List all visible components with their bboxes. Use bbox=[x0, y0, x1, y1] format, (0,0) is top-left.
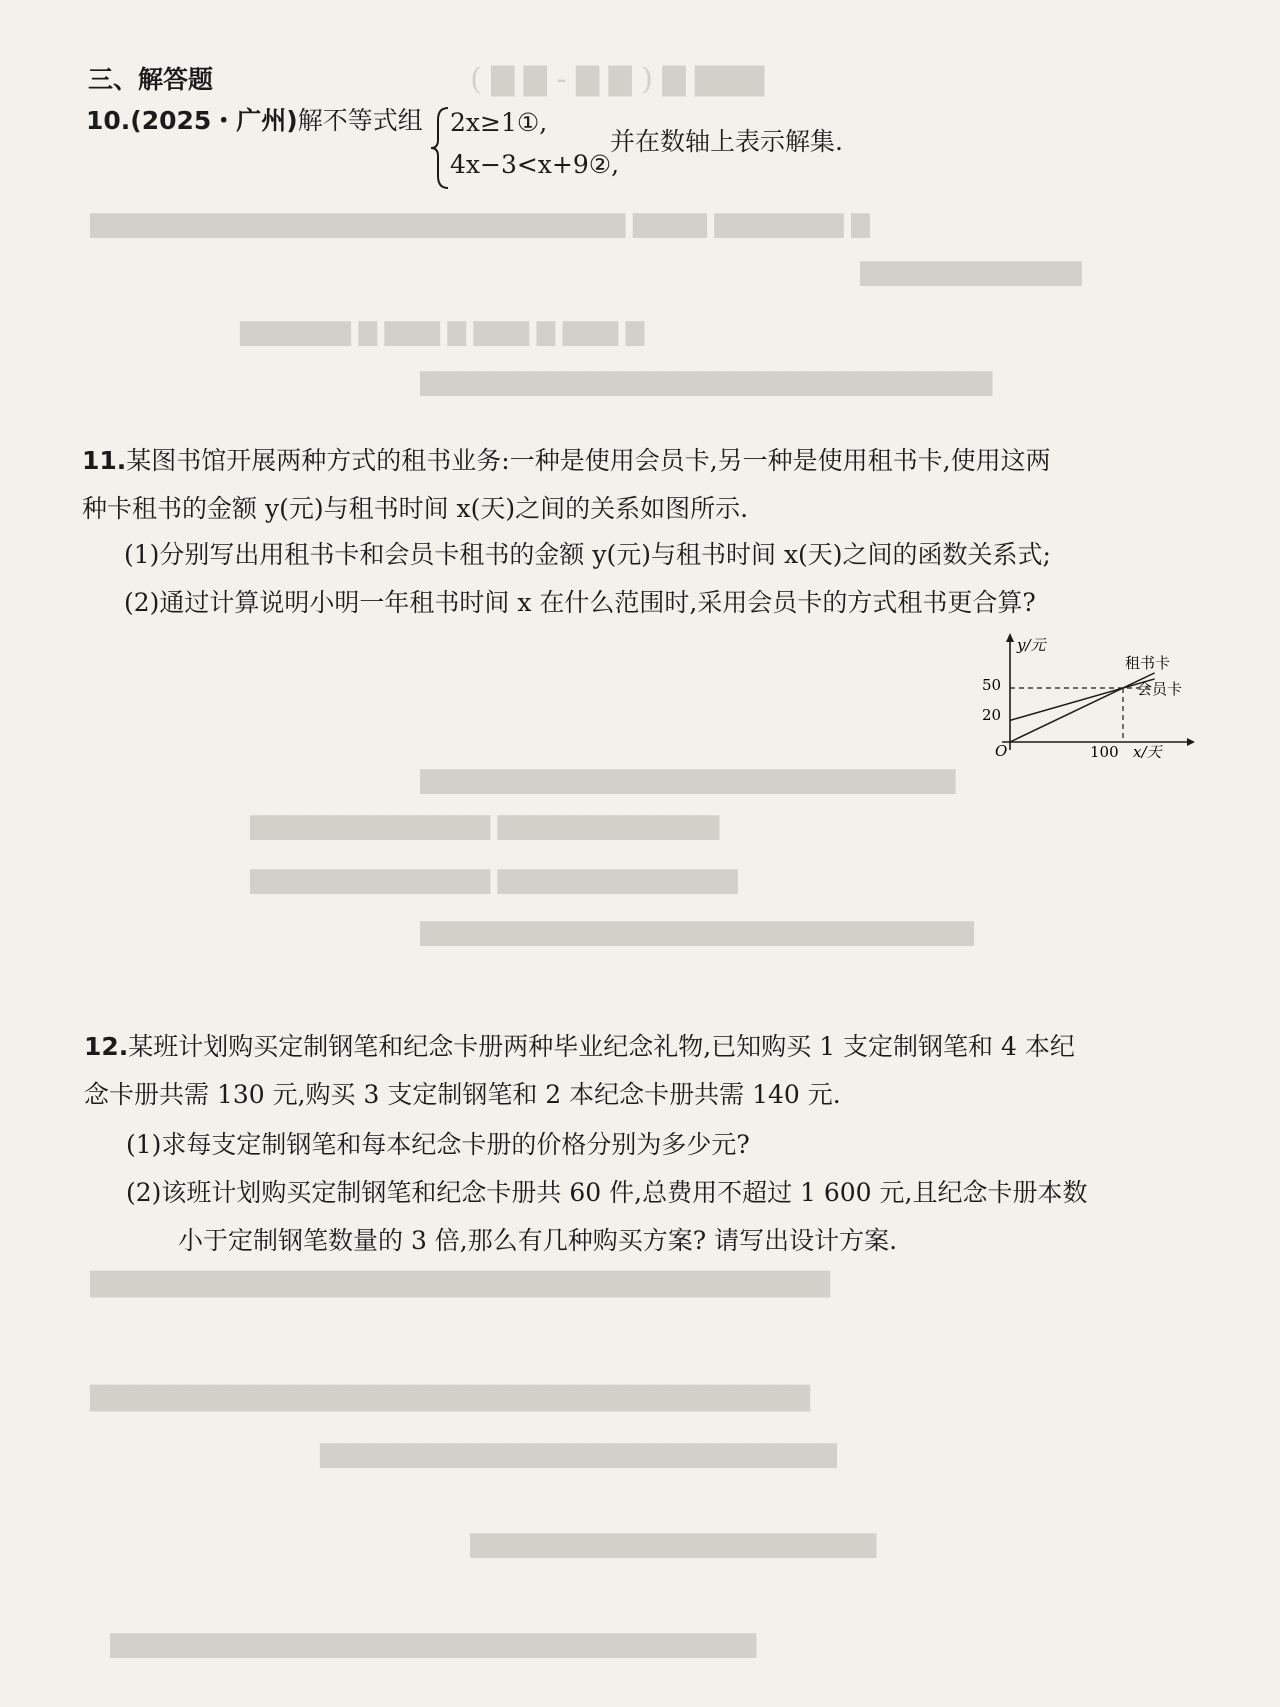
bleed-through-decoration: ▇▇▇▇▇▇▇▇▇▇▇▇▇▇▇▇▇▇▇▇▇▇▇▇▇▇▇▇▇▇▇▇▇▇▇▇ bbox=[90, 1382, 810, 1412]
question-text: 某图书馆开展两种方式的租书业务:一种是使用会员卡,另一种是使用租书卡,使用这两 bbox=[126, 446, 1051, 475]
bleed-through-decoration: ▇ ▇▇▇▇▇▇▇ ▇▇▇▇ ▇▇▇▇▇▇▇▇▇▇▇▇▇▇▇▇▇▇▇▇▇▇▇▇▇▇▇▇▇ bbox=[90, 210, 870, 238]
bleed-through-decoration: ▇▇▇▇▇▇▇▇▇▇▇▇▇▇▇▇▇▇▇▇▇▇▇▇▇▇▇▇▇ bbox=[420, 766, 956, 794]
question-10-tail: 并在数轴上表示解集. bbox=[610, 127, 843, 156]
x-tick-100: 100 bbox=[1090, 743, 1119, 758]
question-number: 11. bbox=[82, 446, 127, 475]
inequality-2: 4x−3<x+9②, bbox=[450, 150, 620, 179]
question-12-part-1: (1)求每支定制钢笔和每本纪念卡册的价格分别为多少元? bbox=[126, 1130, 750, 1159]
y-tick-20: 20 bbox=[982, 706, 1002, 724]
bleed-through-decoration: ▇▇▇▇▇▇▇▇▇▇▇▇▇▇▇▇▇▇▇▇▇▇▇▇▇▇▇▇▇▇▇ bbox=[420, 368, 993, 396]
x-axis-label: x/天 bbox=[1133, 743, 1162, 758]
question-text: 某班计划购买定制钢笔和纪念卡册两种毕业纪念礼物,已知购买 1 支定制钢笔和 4 本纪 bbox=[128, 1032, 1075, 1061]
question-12-part-2-cont: 小于定制钢笔数量的 3 倍,那么有几种购买方案? 请写出设计方案. bbox=[178, 1226, 898, 1255]
question-source: (2025・广州) bbox=[130, 106, 298, 135]
x-axis-arrow bbox=[1187, 738, 1195, 746]
y-axis-label: y/元 bbox=[1017, 636, 1046, 654]
question-12-line-2: 念卡册共需 130 元,购买 3 支定制钢笔和 2 本纪念卡册共需 140 元. bbox=[84, 1080, 841, 1109]
bleed-through-decoration: ▇▇▇ ▇ ( ▇ ▇ - ▇ ▇ ) bbox=[470, 62, 765, 97]
question-number: 12. bbox=[84, 1032, 129, 1061]
question-12-line-1 bbox=[84, 1032, 1075, 1062]
y-axis-arrow bbox=[1006, 633, 1014, 642]
bleed-through-decoration: ▇▇▇▇▇▇▇▇▇▇▇▇▇▇▇▇▇▇▇▇▇▇▇▇▇▇▇▇▇▇ bbox=[420, 918, 974, 946]
bleed-through-decoration: ▇▇▇▇▇▇▇▇▇▇▇▇▇ ▇▇▇▇▇▇▇▇▇▇▇▇▇ bbox=[250, 866, 738, 894]
bleed-through-decoration: ▇▇▇▇▇▇▇▇▇▇▇▇▇▇▇▇▇▇▇▇▇▇ bbox=[470, 1530, 877, 1558]
question-11-line-1 bbox=[82, 446, 1051, 476]
line-label-member-card: 会员卡 bbox=[1137, 680, 1183, 698]
origin-label: O bbox=[995, 742, 1008, 758]
question-11-line-2: 种卡租书的金额 y(元)与租书时间 x(天)之间的关系如图所示. bbox=[82, 494, 749, 523]
section-title: 三、解答题 bbox=[88, 65, 214, 94]
series-line-rent-card bbox=[1010, 673, 1155, 742]
y-tick-50: 50 bbox=[982, 676, 1002, 694]
bleed-through-decoration: ▇▇▇▇▇▇▇▇▇▇▇▇▇▇▇▇▇▇▇▇▇▇▇▇▇▇▇▇▇▇▇▇▇▇▇▇▇ bbox=[90, 1268, 830, 1298]
question-11-part-1: (1)分别写出用租书卡和会员卡租书的金额 y(元)与租书时间 x(天)之间的函数关系式; bbox=[124, 540, 1051, 569]
system-brace bbox=[428, 106, 452, 190]
rental-cost-graph bbox=[965, 630, 1205, 758]
line-label-rent-card: 租书卡 bbox=[1125, 654, 1171, 672]
bleed-through-decoration: ▇ ▇▇▇ ▇ ▇▇▇ ▇ ▇▇▇ ▇ ▇▇▇▇▇▇ bbox=[240, 318, 645, 346]
question-12-part-2: (2)该班计划购买定制钢笔和纪念卡册共 60 件,总费用不超过 1 600 元,且纪念卡册本数 bbox=[126, 1178, 1088, 1207]
question-prompt: 解不等式组 bbox=[297, 106, 423, 135]
inequality-1: 2x≥1①, bbox=[450, 108, 548, 137]
bleed-through-decoration: ▇▇▇▇▇▇▇▇▇▇▇▇▇▇▇▇▇▇▇▇▇▇▇▇▇▇▇▇▇▇▇▇▇▇▇ bbox=[110, 1630, 756, 1658]
question-10-lead bbox=[86, 106, 423, 136]
bleed-through-decoration: ▇▇▇▇▇▇▇▇▇▇▇▇ bbox=[860, 258, 1082, 286]
bleed-through-decoration: ▇▇▇▇▇▇▇▇▇▇▇▇ ▇▇▇▇▇▇▇▇▇▇▇▇▇ bbox=[250, 812, 720, 840]
question-number: 10. bbox=[86, 106, 131, 135]
graph-series bbox=[1010, 673, 1155, 742]
question-11-part-2: (2)通过计算说明小明一年租书时间 x 在什么范围时,采用会员卡的方式租书更合算? bbox=[124, 588, 1036, 617]
series-line-member-card bbox=[1010, 679, 1155, 720]
bleed-through-decoration: ▇▇▇▇▇▇▇▇▇▇▇▇▇▇▇▇▇▇▇▇▇▇▇▇▇▇▇▇ bbox=[320, 1440, 837, 1468]
